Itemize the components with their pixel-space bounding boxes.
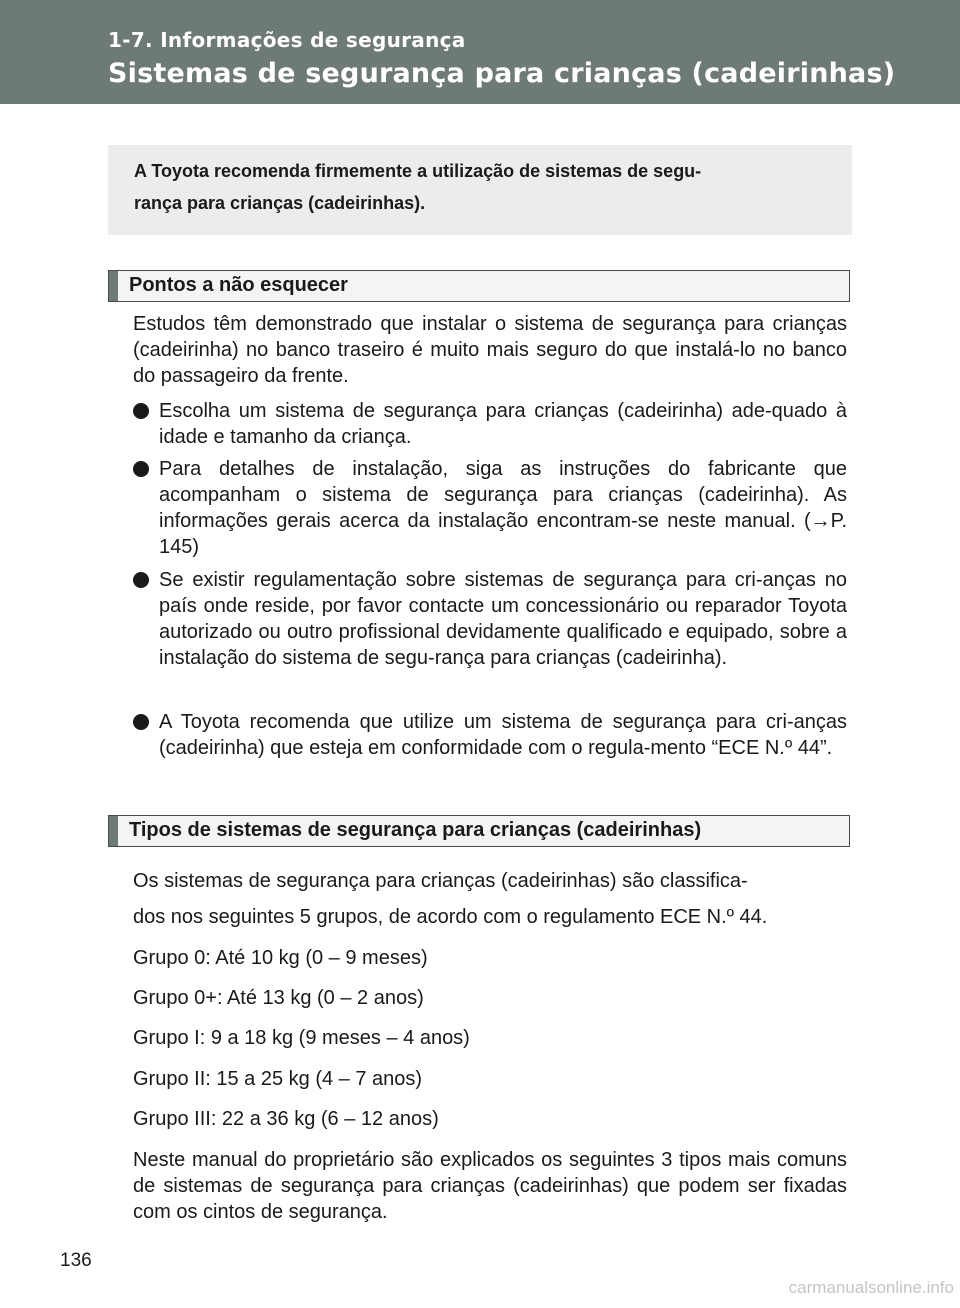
group-item: Grupo 0+: Até 13 kg (0 – 2 anos) [133,987,424,1009]
group-item: Grupo III: 22 a 36 kg (6 – 12 anos) [133,1108,439,1130]
section-heading-text: Tipos de sistemas de segurança para crianças (cadeirinhas) [129,819,702,841]
section-heading-reminders [108,270,850,302]
intro-line-1: A Toyota recomenda firmemente a utilização de sistemas de segu- [134,161,702,181]
group-item: Grupo II: 15 a 25 kg (4 – 7 anos) [133,1068,423,1090]
bullet-text: A Toyota recomenda que utilize um sistema de segurança para cri-anças (cadeirinha) que esteja em conformidade com o regula-mento “ECE N.º 44”. [159,711,847,759]
group-item: Grupo 0: Até 10 kg (0 – 9 meses) [133,947,428,969]
types-intro-line-1: Os sistemas de segurança para crianças (cadeirinhas) são classifica- [133,870,748,892]
page-title: Sistemas de segurança para crianças (cadeirinhas) [108,58,896,89]
group-item: Grupo I: 9 a 18 kg (9 meses – 4 anos) [133,1027,470,1049]
page-number: 136 [60,1250,92,1271]
heading-accent-bar [109,271,118,301]
bullet-text: Escolha um sistema de segurança para crianças (cadeirinha) ade-quado à idade e tamanho da criança. [159,400,847,448]
bullet-dot-icon [133,403,149,419]
bullet-dot-icon [133,461,149,477]
intro-text [134,155,824,219]
bullet-dot-icon [133,572,149,588]
bullet-dot-icon [133,714,149,730]
section-heading-types [108,815,850,847]
bullet-text: Para detalhes de instalação, siga as instruções do fabricante que acompanham o sistema de segurança para crianças (cadeirinha). As informações gerais acerca da instalação encontram-se neste manual. (→P. 145) [159,458,847,558]
bullet-text: Se existir regulamentação sobre sistemas de segurança para cri-anças no país onde reside, por favor contacte um concessionário ou reparador Toyota autorizado ou outro profissional devidamente qualificado e equipado, sobre a instalação do sistema de segu-rança para crianças (cadeirinha). [159,569,847,669]
paragraph-rear-seat: Estudos têm demonstrado que instalar o sistema de segurança para crianças (cadeirinha) no banco traseiro é muito mais seguro do que instalá-lo no banco do passageiro da frente. [133,313,847,387]
heading-accent-bar [109,816,118,846]
section-heading-text: Pontos a não esquecer [129,274,348,296]
section-label: 1-7. Informações de segurança [108,28,466,52]
paragraph-three-types: Neste manual do proprietário são explicados os seguintes 3 tipos mais comuns de sistemas de segurança para crianças (cadeirinhas) que podem ser fixadas com os cintos de segurança. [133,1149,847,1223]
watermark: carmanualsonline.info [788,1278,954,1297]
intro-box [108,145,852,235]
types-intro-line-2: dos nos seguintes 5 grupos, de acordo com o regulamento ECE N.º 44. [133,906,768,928]
page-header [0,0,960,104]
intro-line-2: rança para crianças (cadeirinhas). [134,193,426,213]
